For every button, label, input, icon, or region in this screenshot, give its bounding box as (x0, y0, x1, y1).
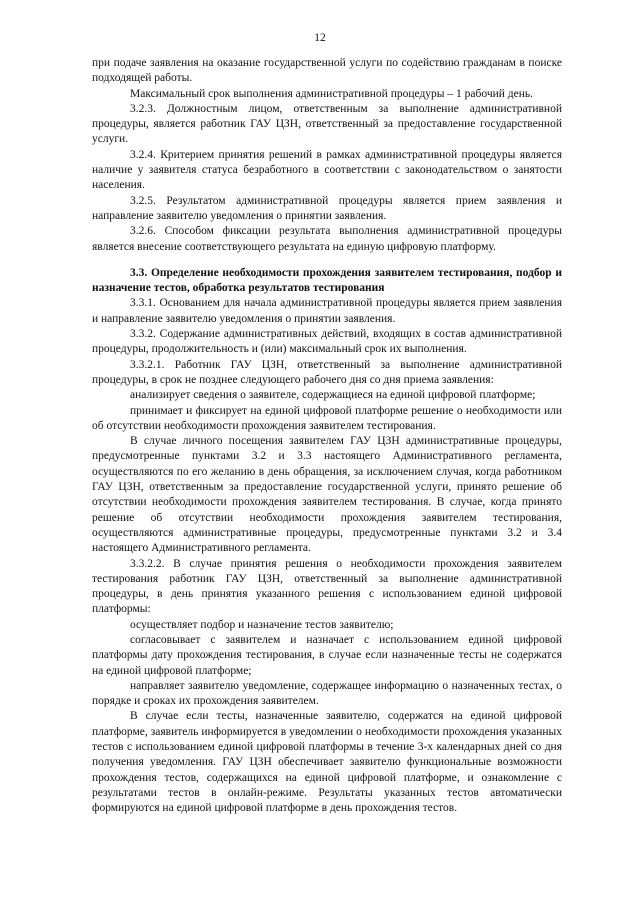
paragraph: 3.3.2.1. Работник ГАУ ЦЗН, ответственный за выполнение административной процедуры, в срок не позднее следующего рабочего дня со дня приема заявления: (92, 358, 562, 386)
paragraph: согласовывает с заявителем и назначает с использованием единой цифровой платформы дату прохождения тестирования, в случае если назначенные тесты не содержатся на единой цифровой платформе; (92, 633, 562, 677)
paragraph: направляет заявителю уведомление, содержащее информацию о назначенных тестах, о порядке и сроках их прохождения заявителем. (92, 679, 562, 708)
paragraph: В случае если тесты, назначенные заявителю, содержатся на единой цифровой платформе, заявитель информируется в уведомлении о необходимости прохождения указанных тестов с использованием единой цифровой платформы в течение 3-х календарных дней со дня получения уведомления. ГАУ ЦЗН обеспечивает заявителю функциональные возможности прохождения тестов, содержащихся на единой цифровой платформе, и ознакомление с результатами тестов в онлайн-режиме. Результаты указанных тестов автоматически формируются на единой цифровой платформе в день прохождения тестов. (92, 710, 562, 815)
section-3-3 (92, 296, 562, 816)
paragraph: 3.2.5. Результатом административной процедуры является прием заявления и направление заявителю уведомления о принятии заявления. (92, 194, 562, 222)
paragraph: В случае личного посещения заявителем ГАУ ЦЗН административные процедуры, предусмотренные пунктами 3.2 и 3.3 настоящего Административного регламента, осуществляются по его желанию в день обращения, за исключением случая, когда работником ГАУ ЦЗН, ответственным за предоставление государственной услуги, принято решение об отсутствии необходимости прохождения заявителем тестирования. В случае, когда принято решение об отсутствии необходимости прохождения заявителем тестирования, осуществляются административные процедуры, предусмотренные пунктами 3.2 и 3.4 настоящего Административного регламента. (92, 435, 562, 555)
paragraph: 3.2.6. Способом фиксации результата выполнения административной процедуры является внесение соответствующего результата на единую цифровую платформу. (92, 225, 562, 253)
paragraph: 3.3.1. Основанием для начала административной процедуры является прием заявления и направление заявителю уведомления о принятии заявления. (92, 297, 562, 325)
paragraph: Максимальный срок выполнения административной процедуры – 1 рабочий день. (130, 87, 534, 100)
page-number: 12 (314, 32, 326, 44)
paragraph: принимает и фиксирует на единой цифровой платформе решение о необходимости или об отсутствии необходимости прохождения заявителем тестирования. (92, 404, 562, 432)
paragraph: осуществляет подбор и назначение тестов заявителю; (130, 618, 394, 631)
paragraph: 3.2.4. Критерием принятия решений в рамках административной процедуры является наличие у заявителя статуса безработного в соответствии с законодательством о занятости населения. (92, 148, 562, 192)
paragraph: 3.3.2.2. В случае принятия решения о необходимости прохождения заявителем тестирования работник ГАУ ЦЗН, ответственный за выполнение административной процедуры, в день принятия указанного решения с использованием единой цифровой платформы: (92, 557, 562, 616)
paragraph: анализирует сведения о заявителе, содержащиеся на единой цифровой платформе; (130, 389, 536, 402)
paragraph: 3.2.3. Должностным лицом, ответственным за выполнение административной процедуры, является работник ГАУ ЦЗН, ответственный за предоставление государственной услуги. (92, 102, 562, 146)
section-3-2-tail (92, 56, 562, 255)
section-heading: 3.3. Определение необходимости прохождения заявителем тестирования, подбор и назначение тестов, обработка результатов тестирования (92, 266, 562, 295)
document-body (92, 56, 562, 817)
paragraph: 3.3.2. Содержание административных действий, входящих в состав административной процедуры, продолжительность и (или) максимальный срок их выполнения. (92, 328, 562, 356)
paragraph: при подаче заявления на оказание государственной услуги по содействию гражданам в поиске подходящей работы. (92, 57, 562, 85)
